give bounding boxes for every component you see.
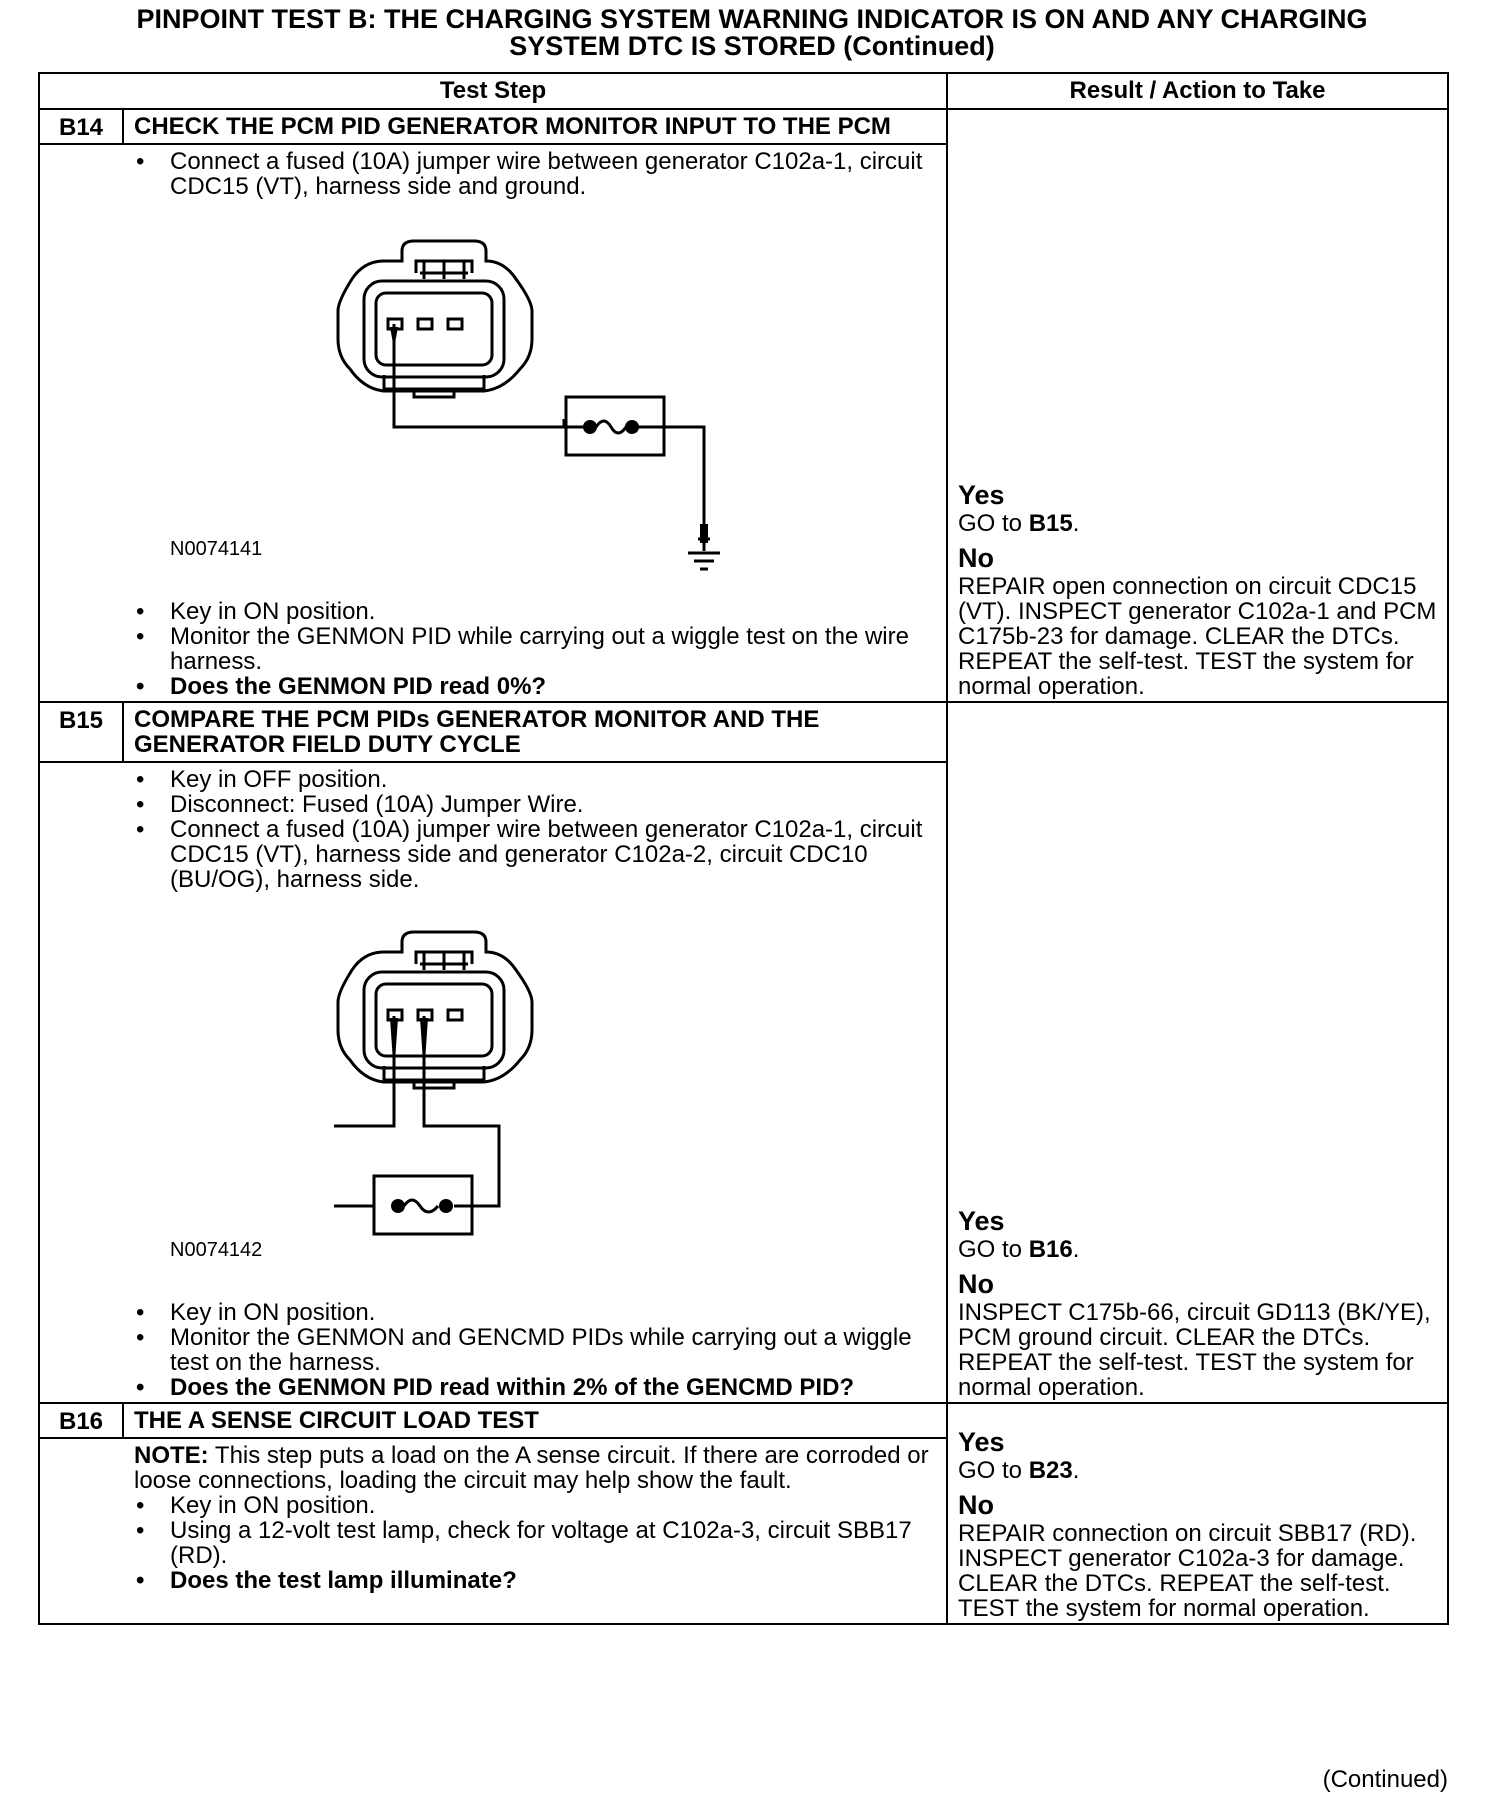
no-action: REPAIR connection on circuit SBB17 (RD). INSPECT generator C102a-3 for damage. CLEAR the DTCs. REPEAT the self-test. TEST the system for normal operation. [958,1520,1417,1622]
b14-connector-diagram [284,219,844,599]
step-number: B14 [39,109,123,144]
step-b16-body [39,1438,947,1624]
header-test-step: Test Step [39,73,947,109]
list-item: • Connect a fused (10A) jumper wire between generator C102a-1, circuit CDC15 (VT), harness side and ground. [134,149,936,199]
list-item: • Key in ON position. [134,599,936,624]
list-item: • Monitor the GENMON PID while carrying out a wiggle test on the wire harness. [134,624,936,674]
step-b14-result [947,109,1448,702]
no-action: INSPECT C175b-66, circuit GD113 (BK/YE), PCM ground circuit. CLEAR the DTCs. REPEAT the self-test. TEST the system for normal operation. [958,1299,1431,1401]
list-item: • Monitor the GENMON and GENCMD PIDs while carrying out a wiggle test on the harness. [134,1325,936,1375]
list-item: • Disconnect: Fused (10A) Jumper Wire. [134,792,936,817]
no-label: No [958,543,994,573]
yes-target: B23 [1028,1457,1073,1484]
step-b15-title-row [39,702,1448,762]
yes-label: Yes [958,480,1005,510]
b15-connector-diagram [334,926,894,1286]
title-line-1: PINPOINT TEST B: THE CHARGING SYSTEM WARNING INDICATOR IS ON AND ANY CHARGING [136,4,1368,34]
b14-figure [134,199,936,599]
yes-label: Yes [958,1206,1005,1236]
step-question: • Does the GENMON PID read 0%? [134,674,936,699]
step-b14-body [39,144,947,702]
yes-label: Yes [958,1427,1005,1457]
step-b16-result [947,1403,1448,1624]
step-b15-result [947,702,1448,1403]
yes-action: GO to B23. [958,1457,1080,1484]
step-question: • Does the GENMON PID read within 2% of the GENCMD PID? [134,1375,936,1400]
yes-action: GO to B15. [958,510,1080,537]
header-result: Result / Action to Take [947,73,1448,109]
step-b14-title-row [39,109,1448,144]
bullet-list [134,149,936,199]
continued-label: (Continued) [1322,1766,1448,1793]
bullet-list [134,1493,936,1593]
list-item: • Key in OFF position. [134,767,936,792]
page-title [0,6,1504,60]
step-number: B15 [39,702,123,762]
yes-action: GO to B16. [958,1236,1080,1263]
step-title: COMPARE THE PCM PIDs GENERATOR MONITOR AND THE GENERATOR FIELD DUTY CYCLE [123,702,947,762]
note [134,1443,936,1493]
yes-target: B15 [1028,510,1073,537]
list-item: • Using a 12-volt test lamp, check for voltage at C102a-3, circuit SBB17 (RD). [134,1518,936,1568]
no-action: REPAIR open connection on circuit CDC15 (VT). INSPECT generator C102a-1 and PCM C175b-23 for damage. CLEAR the DTCs. REPEAT the self-test. TEST the system for normal operation. [958,573,1437,700]
step-title: THE A SENSE CIRCUIT LOAD TEST [123,1403,947,1438]
figure-id: N0074142 [170,1239,263,1261]
bullet-list [134,767,936,892]
step-question: • Does the test lamp illuminate? [134,1568,936,1593]
yes-target: B16 [1028,1236,1073,1263]
pinpoint-test-table [38,72,1449,1625]
no-label: No [958,1490,994,1520]
step-number: B16 [39,1403,123,1438]
step-b15-body [39,762,947,1403]
note-label: NOTE: [134,1442,209,1469]
no-label: No [958,1269,994,1299]
list-item: • Connect a fused (10A) jumper wire between generator C102a-1, circuit CDC15 (VT), harness side and generator C102a-2, circuit CDC10 (BU/OG), harness side. [134,817,936,892]
step-title: CHECK THE PCM PID GENERATOR MONITOR INPUT TO THE PCM [123,109,947,144]
list-item: • Key in ON position. [134,1493,936,1518]
list-item: • Key in ON position. [134,1300,936,1325]
bullet-list [134,599,936,699]
b15-figure [134,892,936,1300]
step-b16-title-row [39,1403,1448,1438]
title-line-2: SYSTEM DTC IS STORED (Continued) [509,31,995,61]
note-text: This step puts a load on the A sense circuit. If there are corroded or loose connections, loading the circuit may help show the fault. [134,1442,929,1494]
figure-id: N0074141 [170,538,263,560]
bullet-list [134,1300,936,1400]
